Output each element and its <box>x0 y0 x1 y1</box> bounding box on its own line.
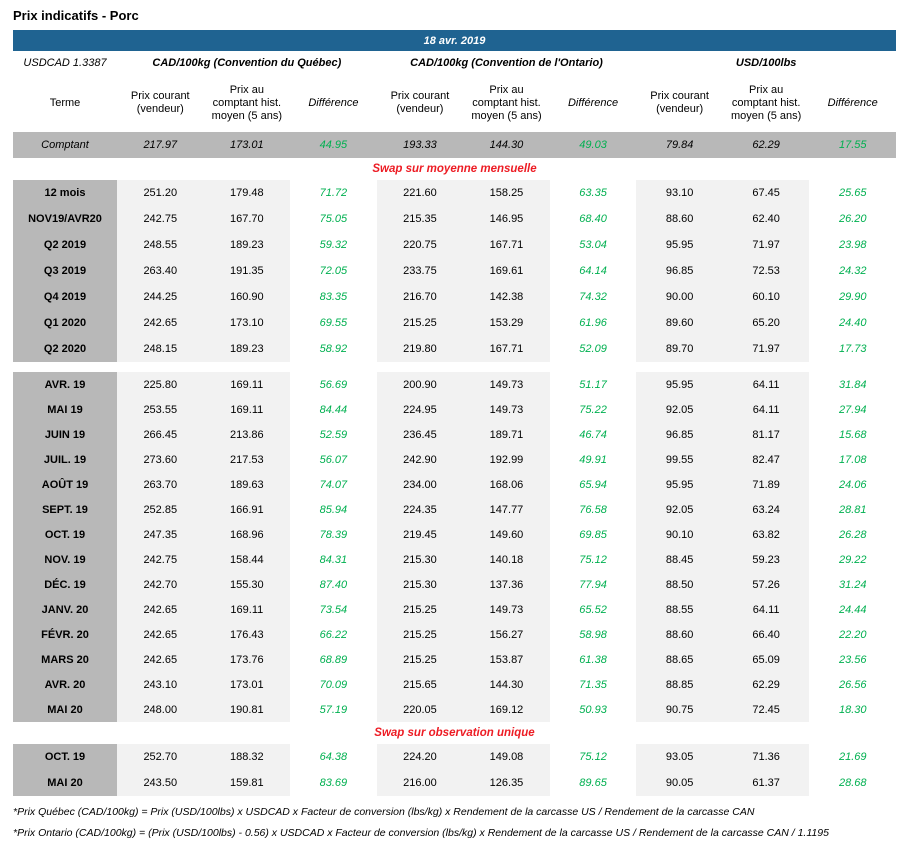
row-label: Comptant <box>13 132 117 158</box>
cell-value: 193.33 <box>377 132 464 158</box>
table-row <box>13 258 896 284</box>
cell-value: 169.11 <box>204 397 291 422</box>
cell-difference: 85.94 <box>290 497 377 522</box>
cell-value: 219.45 <box>377 522 464 547</box>
cell-value: 92.05 <box>636 397 723 422</box>
col-header-prix-courant-qc: Prix courant (vendeur) <box>130 90 190 115</box>
table-row <box>13 572 896 597</box>
cell-difference: 75.22 <box>550 397 637 422</box>
cell-value: 71.89 <box>723 472 810 497</box>
cell-value: 92.05 <box>636 497 723 522</box>
cell-difference: 74.07 <box>290 472 377 497</box>
cell-difference: 84.44 <box>290 397 377 422</box>
cell-value: 242.90 <box>377 447 464 472</box>
table-row <box>13 232 896 258</box>
cell-value: 192.99 <box>463 447 550 472</box>
cell-value: 62.29 <box>723 132 810 158</box>
row-label: AVR. 19 <box>13 372 117 397</box>
footnote-ontario: *Prix Ontario (CAD/100kg) = (Prix (USD/100lbs) - 0.56) x USDCAD x Facteur de conversion (lbs/kg) x Rendement de la carcasse US / Rendement de la carcasse CAN / 1.1195 <box>13 827 829 839</box>
table-row <box>13 336 896 362</box>
cell-value: 247.35 <box>117 522 204 547</box>
cell-difference: 52.09 <box>550 336 637 362</box>
cell-value: 189.71 <box>463 422 550 447</box>
table-row <box>13 770 896 796</box>
cell-difference: 69.85 <box>550 522 637 547</box>
cell-value: 90.10 <box>636 522 723 547</box>
cell-difference: 87.40 <box>290 572 377 597</box>
cell-value: 173.01 <box>204 672 291 697</box>
cell-difference: 26.56 <box>809 672 896 697</box>
cell-value: 146.95 <box>463 206 550 232</box>
cell-value: 248.15 <box>117 336 204 362</box>
table-row <box>13 206 896 232</box>
cell-value: 81.17 <box>723 422 810 447</box>
cell-value: 137.36 <box>463 572 550 597</box>
cell-value: 242.70 <box>117 572 204 597</box>
cell-value: 189.63 <box>204 472 291 497</box>
cell-value: 242.75 <box>117 547 204 572</box>
cell-difference: 27.94 <box>809 397 896 422</box>
cell-value: 149.73 <box>463 597 550 622</box>
cell-value: 156.27 <box>463 622 550 647</box>
cell-value: 88.60 <box>636 206 723 232</box>
cell-value: 248.00 <box>117 697 204 722</box>
row-label: JUIN 19 <box>13 422 117 447</box>
table-row <box>13 284 896 310</box>
cell-value: 82.47 <box>723 447 810 472</box>
cell-value: 213.86 <box>204 422 291 447</box>
cell-difference: 56.07 <box>290 447 377 472</box>
cell-difference: 83.35 <box>290 284 377 310</box>
row-label: Q3 2019 <box>13 258 117 284</box>
cell-difference: 64.38 <box>290 744 377 770</box>
group-header-usd: USD/100lbs <box>735 57 797 69</box>
cell-value: 64.11 <box>723 372 810 397</box>
cell-difference: 59.32 <box>290 232 377 258</box>
cell-value: 79.84 <box>636 132 723 158</box>
cell-value: 90.05 <box>636 770 723 796</box>
cell-value: 252.70 <box>117 744 204 770</box>
cell-value: 62.40 <box>723 206 810 232</box>
cell-value: 65.09 <box>723 647 810 672</box>
cell-value: 248.55 <box>117 232 204 258</box>
row-label: MAI 19 <box>13 397 117 422</box>
section-header: Swap sur moyenne mensuelle <box>13 158 896 180</box>
cell-difference: 84.31 <box>290 547 377 572</box>
row-label: AOÛT 19 <box>13 472 117 497</box>
cell-difference: 68.40 <box>550 206 637 232</box>
cell-value: 273.60 <box>117 447 204 472</box>
cell-value: 242.65 <box>117 647 204 672</box>
cell-difference: 49.91 <box>550 447 637 472</box>
group-header-ontario: CAD/100kg (Convention de l'Ontario) <box>410 57 603 69</box>
cell-value: 149.73 <box>463 372 550 397</box>
cell-value: 67.45 <box>723 180 810 206</box>
table-row <box>13 647 896 672</box>
col-header-terme: Terme <box>49 96 81 109</box>
cell-value: 216.70 <box>377 284 464 310</box>
cell-value: 64.11 <box>723 597 810 622</box>
cell-value: 168.06 <box>463 472 550 497</box>
table-row <box>13 697 896 722</box>
cell-difference: 53.04 <box>550 232 637 258</box>
cell-value: 244.25 <box>117 284 204 310</box>
row-label: DÉC. 19 <box>13 572 117 597</box>
cell-difference: 22.20 <box>809 622 896 647</box>
cell-value: 190.81 <box>204 697 291 722</box>
cell-value: 189.23 <box>204 232 291 258</box>
row-label: MARS 20 <box>13 647 117 672</box>
cell-value: 253.55 <box>117 397 204 422</box>
cell-value: 147.77 <box>463 497 550 522</box>
table-row <box>13 447 896 472</box>
col-header-prix-comptant-qc: Prix au comptant hist. moyen (5 ans) <box>211 83 282 122</box>
cell-difference: 24.06 <box>809 472 896 497</box>
date-banner-label: 18 avr. 2019 <box>423 34 486 47</box>
col-header-difference-on: Différence <box>567 96 619 109</box>
section-gap <box>13 362 896 372</box>
cell-value: 215.65 <box>377 672 464 697</box>
page-title: Prix indicatifs - Porc <box>13 8 139 23</box>
cell-value: 160.90 <box>204 284 291 310</box>
col-header-difference-qc: Différence <box>308 96 359 109</box>
row-label: Q4 2019 <box>13 284 117 310</box>
cell-difference: 25.65 <box>809 180 896 206</box>
cell-value: 215.30 <box>377 572 464 597</box>
cell-difference: 71.72 <box>290 180 377 206</box>
cell-difference: 61.96 <box>550 310 637 336</box>
cell-value: 61.37 <box>723 770 810 796</box>
cell-difference: 51.17 <box>550 372 637 397</box>
cell-difference: 71.35 <box>550 672 637 697</box>
cell-difference: 44.95 <box>290 132 377 158</box>
cell-difference: 73.54 <box>290 597 377 622</box>
table-row <box>13 180 896 206</box>
cell-difference: 24.44 <box>809 597 896 622</box>
cell-difference: 69.55 <box>290 310 377 336</box>
cell-difference: 64.14 <box>550 258 637 284</box>
cell-value: 215.25 <box>377 597 464 622</box>
cell-value: 217.97 <box>117 132 204 158</box>
row-label: FÉVR. 20 <box>13 622 117 647</box>
cell-difference: 77.94 <box>550 572 637 597</box>
cell-value: 168.96 <box>204 522 291 547</box>
cell-difference: 66.22 <box>290 622 377 647</box>
row-label: MAI 20 <box>13 770 117 796</box>
cell-value: 224.20 <box>377 744 464 770</box>
cell-difference: 24.40 <box>809 310 896 336</box>
cell-difference: 28.81 <box>809 497 896 522</box>
cell-difference: 68.89 <box>290 647 377 672</box>
date-banner <box>13 30 896 51</box>
cell-value: 90.75 <box>636 697 723 722</box>
cell-value: 153.29 <box>463 310 550 336</box>
cell-value: 64.11 <box>723 397 810 422</box>
cell-value: 66.40 <box>723 622 810 647</box>
cell-value: 215.25 <box>377 647 464 672</box>
row-label: OCT. 19 <box>13 522 117 547</box>
cell-value: 149.60 <box>463 522 550 547</box>
cell-value: 236.45 <box>377 422 464 447</box>
col-header-prix-courant-on: Prix courant (vendeur) <box>390 90 450 115</box>
cell-value: 216.00 <box>377 770 464 796</box>
cell-difference: 46.74 <box>550 422 637 447</box>
cell-value: 59.23 <box>723 547 810 572</box>
cell-difference: 29.90 <box>809 284 896 310</box>
fx-rate-label: USDCAD 1.3387 <box>23 57 107 69</box>
cell-value: 173.76 <box>204 647 291 672</box>
cell-value: 96.85 <box>636 422 723 447</box>
cell-value: 188.32 <box>204 744 291 770</box>
table-row <box>13 744 896 770</box>
row-label: Q2 2020 <box>13 336 117 362</box>
cell-value: 169.12 <box>463 697 550 722</box>
cell-value: 167.70 <box>204 206 291 232</box>
cell-value: 225.80 <box>117 372 204 397</box>
cell-difference: 50.93 <box>550 697 637 722</box>
cell-value: 71.97 <box>723 232 810 258</box>
cell-value: 93.10 <box>636 180 723 206</box>
cell-value: 72.45 <box>723 697 810 722</box>
cell-value: 95.95 <box>636 372 723 397</box>
row-label: Q1 2020 <box>13 310 117 336</box>
row-label: JUIL. 19 <box>13 447 117 472</box>
cell-difference: 74.32 <box>550 284 637 310</box>
cell-value: 224.35 <box>377 497 464 522</box>
cell-value: 167.71 <box>463 336 550 362</box>
cell-value: 252.85 <box>117 497 204 522</box>
cell-value: 200.90 <box>377 372 464 397</box>
cell-value: 217.53 <box>204 447 291 472</box>
cell-difference: 65.94 <box>550 472 637 497</box>
table-row <box>13 672 896 697</box>
cell-value: 173.10 <box>204 310 291 336</box>
column-header-row <box>13 74 896 132</box>
cell-value: 263.70 <box>117 472 204 497</box>
cell-value: 169.61 <box>463 258 550 284</box>
cell-difference: 23.56 <box>809 647 896 672</box>
row-label: 12 mois <box>13 180 117 206</box>
cell-value: 149.08 <box>463 744 550 770</box>
cell-value: 95.95 <box>636 472 723 497</box>
cell-difference: 75.12 <box>550 547 637 572</box>
cell-difference: 17.73 <box>809 336 896 362</box>
cell-value: 155.30 <box>204 572 291 597</box>
cell-value: 242.75 <box>117 206 204 232</box>
cell-difference: 76.58 <box>550 497 637 522</box>
cell-value: 90.00 <box>636 284 723 310</box>
cell-difference: 28.68 <box>809 770 896 796</box>
cell-difference: 49.03 <box>550 132 637 158</box>
cell-value: 62.29 <box>723 672 810 697</box>
cell-difference: 83.69 <box>290 770 377 796</box>
row-label: OCT. 19 <box>13 744 117 770</box>
group-header-quebec: CAD/100kg (Convention du Québec) <box>152 57 342 69</box>
cell-difference: 17.55 <box>809 132 896 158</box>
cell-value: 63.82 <box>723 522 810 547</box>
cell-value: 176.43 <box>204 622 291 647</box>
cell-difference: 56.69 <box>290 372 377 397</box>
footnote-quebec: *Prix Québec (CAD/100kg) = Prix (USD/100lbs) x USDCAD x Facteur de conversion (lbs/kg) x Rendement de la carcasse US / Rendement de la carcasse CAN <box>13 806 755 818</box>
cell-value: 166.91 <box>204 497 291 522</box>
table-body <box>13 132 896 796</box>
cell-difference: 17.08 <box>809 447 896 472</box>
row-label: MAI 20 <box>13 697 117 722</box>
cell-difference: 75.12 <box>550 744 637 770</box>
row-label: NOV19/AVR20 <box>13 206 117 232</box>
cell-value: 158.25 <box>463 180 550 206</box>
cell-value: 88.65 <box>636 647 723 672</box>
cell-value: 88.85 <box>636 672 723 697</box>
cell-difference: 75.05 <box>290 206 377 232</box>
table-row <box>13 372 896 397</box>
cell-value: 153.87 <box>463 647 550 672</box>
col-header-prix-comptant-usd: Prix au comptant hist. moyen (5 ans) <box>731 83 802 122</box>
cell-value: 266.45 <box>117 422 204 447</box>
cell-value: 173.01 <box>204 132 291 158</box>
cell-value: 140.18 <box>463 547 550 572</box>
table-row <box>13 132 896 158</box>
cell-value: 220.75 <box>377 232 464 258</box>
cell-value: 96.85 <box>636 258 723 284</box>
footnotes <box>13 802 909 844</box>
cell-difference: 78.39 <box>290 522 377 547</box>
cell-difference: 89.65 <box>550 770 637 796</box>
cell-value: 71.97 <box>723 336 810 362</box>
row-label: JANV. 20 <box>13 597 117 622</box>
cell-value: 144.30 <box>463 672 550 697</box>
cell-value: 242.65 <box>117 310 204 336</box>
cell-value: 89.70 <box>636 336 723 362</box>
cell-difference: 63.35 <box>550 180 637 206</box>
col-header-prix-comptant-on: Prix au comptant hist. moyen (5 ans) <box>471 83 542 122</box>
cell-value: 220.05 <box>377 697 464 722</box>
cell-difference: 21.69 <box>809 744 896 770</box>
cell-value: 234.00 <box>377 472 464 497</box>
cell-value: 179.48 <box>204 180 291 206</box>
cell-difference: 65.52 <box>550 597 637 622</box>
cell-value: 242.65 <box>117 597 204 622</box>
cell-value: 72.53 <box>723 258 810 284</box>
table-row <box>13 472 896 497</box>
cell-value: 63.24 <box>723 497 810 522</box>
cell-difference: 52.59 <box>290 422 377 447</box>
table-row <box>13 497 896 522</box>
cell-value: 99.55 <box>636 447 723 472</box>
cell-value: 167.71 <box>463 232 550 258</box>
cell-value: 89.60 <box>636 310 723 336</box>
cell-value: 149.73 <box>463 397 550 422</box>
row-label: Q2 2019 <box>13 232 117 258</box>
col-header-prix-courant-usd: Prix courant (vendeur) <box>650 90 709 115</box>
cell-value: 88.50 <box>636 572 723 597</box>
table-row <box>13 547 896 572</box>
table-row <box>13 422 896 447</box>
cell-value: 144.30 <box>463 132 550 158</box>
cell-value: 251.20 <box>117 180 204 206</box>
cell-difference: 70.09 <box>290 672 377 697</box>
cell-value: 215.30 <box>377 547 464 572</box>
cell-value: 93.05 <box>636 744 723 770</box>
cell-difference: 31.24 <box>809 572 896 597</box>
cell-difference: 57.19 <box>290 697 377 722</box>
group-header-row <box>13 52 896 74</box>
cell-value: 142.38 <box>463 284 550 310</box>
cell-value: 221.60 <box>377 180 464 206</box>
table-row <box>13 597 896 622</box>
cell-difference: 61.38 <box>550 647 637 672</box>
cell-value: 65.20 <box>723 310 810 336</box>
col-header-difference-usd: Différence <box>827 96 878 109</box>
table-row <box>13 522 896 547</box>
cell-difference: 26.20 <box>809 206 896 232</box>
cell-difference: 29.22 <box>809 547 896 572</box>
cell-difference: 23.98 <box>809 232 896 258</box>
cell-value: 189.23 <box>204 336 291 362</box>
cell-value: 60.10 <box>723 284 810 310</box>
cell-value: 159.81 <box>204 770 291 796</box>
cell-value: 88.45 <box>636 547 723 572</box>
cell-difference: 15.68 <box>809 422 896 447</box>
cell-value: 233.75 <box>377 258 464 284</box>
cell-difference: 18.30 <box>809 697 896 722</box>
cell-value: 243.10 <box>117 672 204 697</box>
cell-value: 126.35 <box>463 770 550 796</box>
cell-value: 169.11 <box>204 372 291 397</box>
cell-value: 224.95 <box>377 397 464 422</box>
cell-value: 88.60 <box>636 622 723 647</box>
row-label: SEPT. 19 <box>13 497 117 522</box>
cell-value: 219.80 <box>377 336 464 362</box>
section-header: Swap sur observation unique <box>13 722 896 744</box>
cell-value: 263.40 <box>117 258 204 284</box>
cell-value: 243.50 <box>117 770 204 796</box>
cell-value: 169.11 <box>204 597 291 622</box>
table-row <box>13 622 896 647</box>
cell-value: 215.35 <box>377 206 464 232</box>
cell-difference: 58.98 <box>550 622 637 647</box>
cell-difference: 31.84 <box>809 372 896 397</box>
cell-value: 95.95 <box>636 232 723 258</box>
cell-value: 191.35 <box>204 258 291 284</box>
cell-value: 242.65 <box>117 622 204 647</box>
cell-difference: 72.05 <box>290 258 377 284</box>
cell-difference: 26.28 <box>809 522 896 547</box>
cell-value: 71.36 <box>723 744 810 770</box>
cell-value: 215.25 <box>377 622 464 647</box>
cell-difference: 24.32 <box>809 258 896 284</box>
cell-value: 215.25 <box>377 310 464 336</box>
row-label: AVR. 20 <box>13 672 117 697</box>
table-row <box>13 310 896 336</box>
cell-value: 88.55 <box>636 597 723 622</box>
table-row <box>13 397 896 422</box>
row-label: NOV. 19 <box>13 547 117 572</box>
cell-value: 158.44 <box>204 547 291 572</box>
cell-value: 57.26 <box>723 572 810 597</box>
cell-difference: 58.92 <box>290 336 377 362</box>
